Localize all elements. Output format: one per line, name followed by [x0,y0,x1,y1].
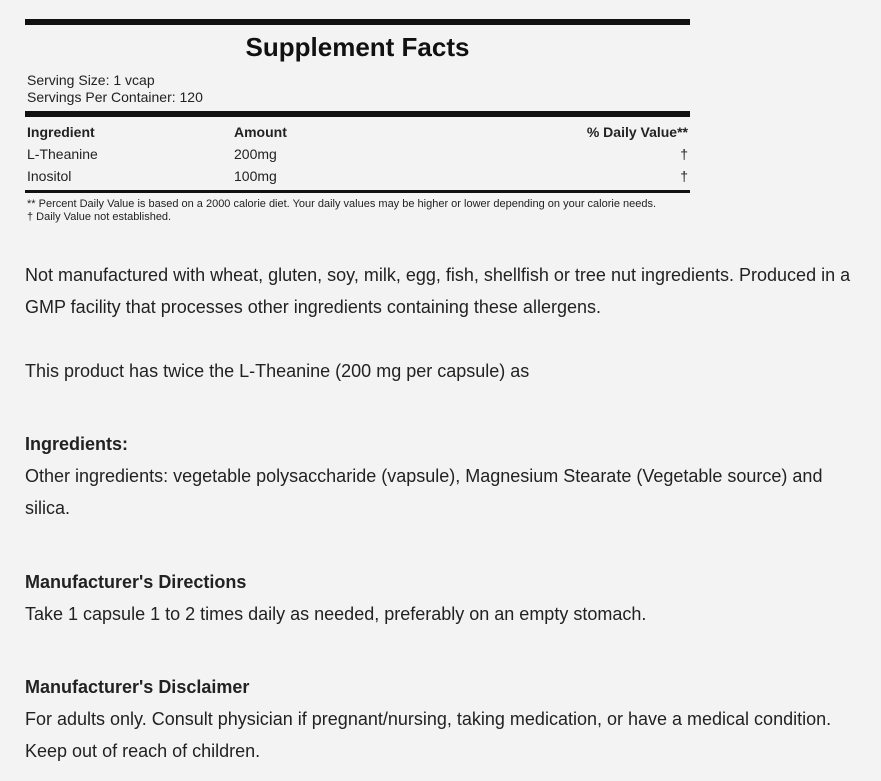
footnote-not-established: † Daily Value not established. [27,211,172,223]
servings-per-container: Servings Per Container: 120 [27,89,203,105]
facts-table [25,121,690,187]
ingredients-heading: Ingredients: [25,434,129,454]
serving-info [25,72,690,106]
facts-header-row [25,121,690,143]
table-row [25,143,690,165]
header-daily-value: % Daily Value** [586,124,688,140]
row-amount: 100mg [234,168,277,184]
allergen-statement: Not manufactured with wheat, gluten, soy, milk, egg, fish, shellfish or tree nut ingredients. Produced in a GMP facility that processes other ingredients containing these allergens. [25,265,851,317]
row-amount: 200mg [234,146,277,162]
supplement-facts-panel [25,19,690,224]
header-amount: Amount [234,124,287,140]
disclaimer-text: For adults only. Consult physician if pregnant/nursing, taking medication, or have a medical condition. Keep out of reach of children. [25,709,832,761]
directions-heading: Manufacturer's Directions [25,572,247,592]
row-daily-value: † [680,146,688,162]
product-note: This product has twice the L-Theanine (200 mg per capsule) as [25,361,530,381]
disclaimer-heading: Manufacturer's Disclaimer [25,677,250,697]
thin-divider [25,190,690,193]
directions-text: Take 1 capsule 1 to 2 times daily as needed, preferably on an empty stomach. [25,604,647,624]
ingredients-text: Other ingredients: vegetable polysaccharide (vapsule), Magnesium Stearate (Vegetable source) and silica. [25,466,823,518]
serving-size: Serving Size: 1 vcap [27,72,155,88]
footnote-daily-value: ** Percent Daily Value is based on a 2000 calorie diet. Your daily values may be higher or lower depending on your calorie needs. [27,198,657,210]
row-ingredient: L-Theanine [27,146,98,162]
table-row [25,165,690,187]
facts-title: Supplement Facts [245,32,470,62]
facts-footnotes [25,198,690,224]
row-ingredient: Inositol [27,168,72,184]
header-ingredient: Ingredient [27,124,95,140]
row-daily-value: † [680,168,688,184]
thick-divider [25,111,690,117]
